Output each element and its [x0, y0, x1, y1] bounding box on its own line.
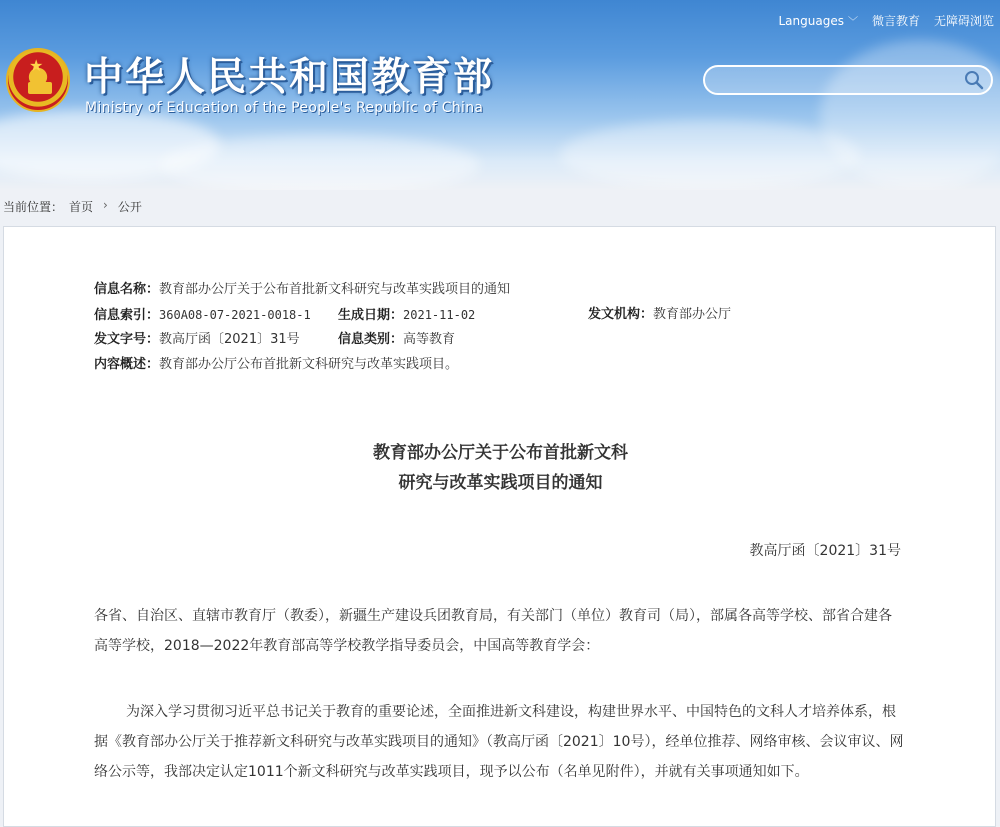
chevron-right-icon: › — [103, 198, 108, 212]
site-header — [0, 0, 1000, 190]
addressee-paragraph: 各省、自治区、直辖市教育厅（教委），新疆生产建设兵团教育局，有关部门（单位）教育司（局），部属各高等学校、部省合建各高等学校，2018—2022年教育部高等学校教学指导委员会，中国高等教育学会： — [94, 608, 892, 654]
document-title — [4, 438, 997, 498]
cloud-decoration — [560, 120, 860, 190]
meta-date-label: 生成日期： — [338, 308, 404, 323]
meta-category-label: 信息类别： — [338, 332, 404, 347]
meta-category-value: 高等教育 — [403, 332, 456, 347]
site-subtitle: Ministry of Education of the People's Republic of China — [85, 100, 484, 116]
meta-row-name — [94, 280, 510, 305]
breadcrumb — [3, 198, 142, 215]
accessibility-link[interactable]: 无障碍浏览 — [933, 14, 994, 28]
article-panel — [3, 226, 996, 827]
body-paragraph: 为深入学习贯彻习近平总书记关于教育的重要论述，全面推进新文科建设，构建世界水平、中国特色的文科人才培养体系，根据《教育部办公厅关于推荐新文科研究与改革实践项目的通知》（教高厅函〔2021〕10号），经单位推荐、网络审核、会议审议、网络公示等，我部决定认定1011个新文科研究与改革实践项目，现予以公布（名单见附件），并就有关事项通知如下。 — [94, 704, 904, 780]
languages-menu[interactable] — [778, 12, 857, 29]
meta-docno-label: 发文字号： — [94, 332, 160, 347]
meta-index-label: 信息索引： — [94, 308, 160, 323]
meta-row-docno — [94, 330, 510, 355]
meta-org-value: 教育部办公厅 — [653, 307, 732, 322]
national-emblem-icon[interactable]: ★ — [6, 48, 70, 112]
meta-row-index — [94, 305, 732, 330]
search-input[interactable] — [715, 70, 965, 90]
meta-name-label: 信息名称： — [94, 282, 160, 297]
meta-summary-label: 内容概述： — [94, 357, 160, 372]
meta-name-value: 教育部办公厅关于公布首批新文科研究与改革实践项目的通知 — [159, 282, 511, 297]
breadcrumb-current-link[interactable]: 公开 — [117, 200, 142, 214]
chevron-down-icon: ﹀ — [847, 17, 858, 28]
cloud-decoration — [160, 135, 480, 190]
document-metadata — [94, 280, 732, 380]
site-title[interactable]: 中华人民共和国教育部 — [84, 55, 495, 100]
meta-row-summary — [94, 355, 510, 380]
meta-summary-value: 教育部办公厅公布首批新文科研究与改革实践项目。 — [159, 357, 459, 372]
meta-docno-value: 教高厅函〔2021〕31号 — [159, 332, 300, 347]
document-title-line1: 教育部办公厅关于公布首批新文科 — [373, 443, 628, 463]
meta-index-value: 360A08-07-2021-0018-1 — [159, 308, 311, 322]
wechat-link[interactable]: 微言教育 — [871, 14, 920, 28]
top-links — [778, 12, 994, 29]
meta-org-label: 发文机构： — [588, 307, 654, 322]
languages-label: Languages — [778, 13, 844, 28]
search-icon[interactable] — [963, 69, 985, 91]
document-number: 教高厅函〔2021〕31号 — [749, 543, 901, 559]
document-title-line2: 研究与改革实践项目的通知 — [398, 473, 603, 493]
meta-date-value: 2021-11-02 — [403, 308, 476, 322]
breadcrumb-prefix: 当前位置： — [3, 200, 64, 214]
breadcrumb-home-link[interactable]: 首页 — [69, 200, 94, 214]
search-box — [703, 65, 993, 95]
